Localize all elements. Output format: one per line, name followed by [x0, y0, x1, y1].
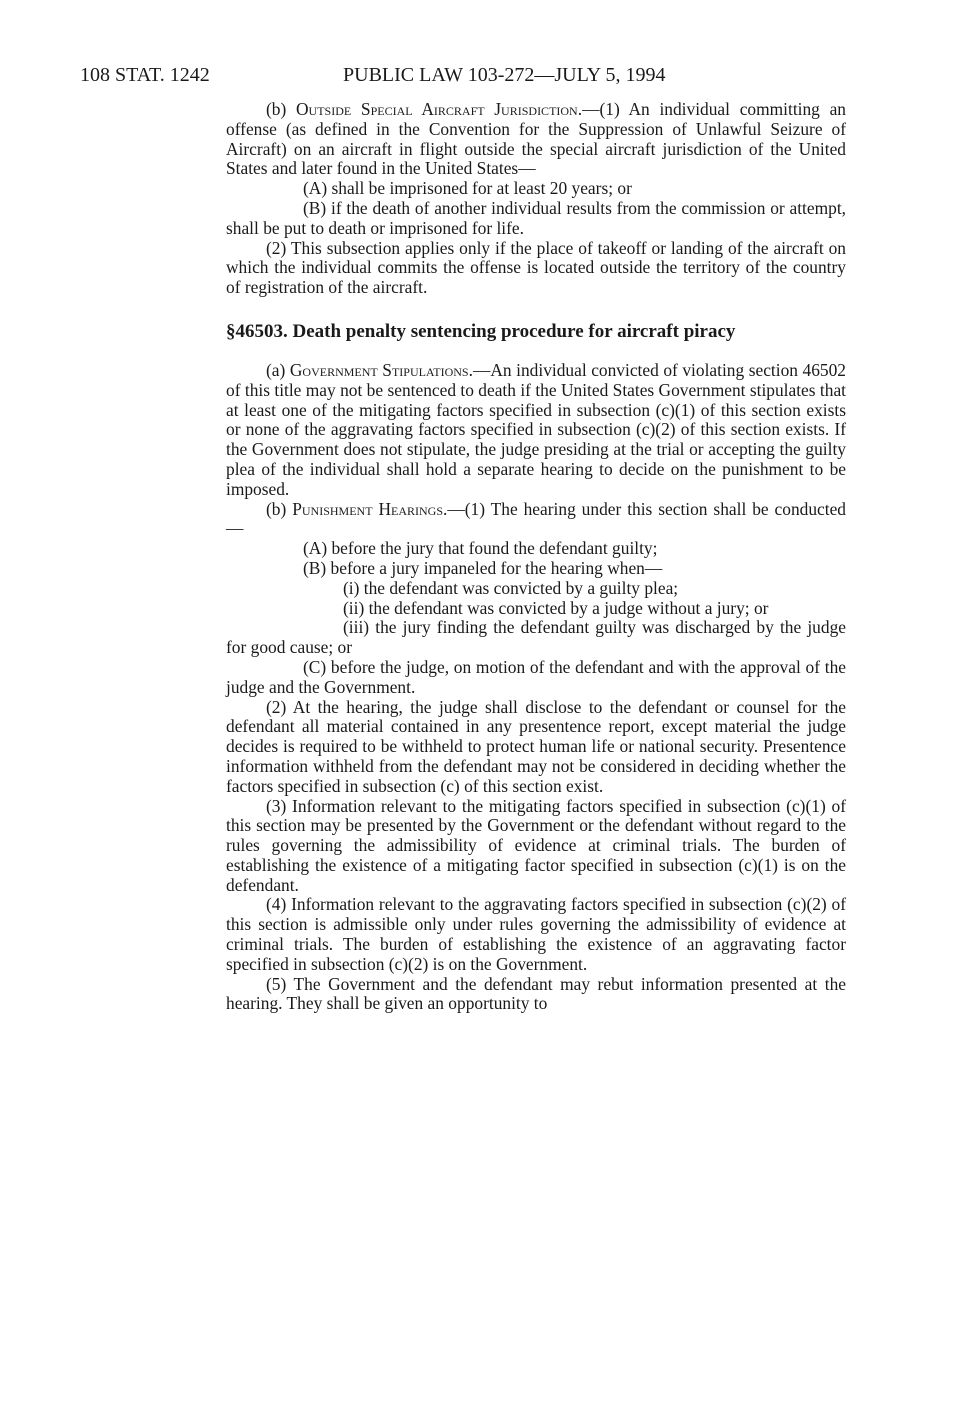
section-heading: §46503. Death penalty sentencing procedure for aircraft piracy [226, 320, 736, 342]
clause-B-ii: (ii) the defendant was convicted by a judge without a jury; or [343, 597, 769, 618]
clause-B: (B) before a jury impaneled for the hearing when— [303, 557, 663, 578]
paragraph-b-5: (5) The Government and the defendant may rebut information presented at the hearing. They shall be given an opportunity to [226, 973, 846, 1014]
clause-b-A: (A) shall be imprisoned for at least 20 years; or [303, 178, 632, 199]
clause-B-i: (i) the defendant was convicted by a guilty plea; [343, 577, 679, 598]
subsection-title: Outside Special Aircraft Jurisdiction [296, 99, 578, 119]
paragraph-b-3: (3) Information relevant to the mitigating factors specified in subsection (c)(1) of this section may be presented by the Government or the defendant without regard to the rules governing the admissibility of evidence at criminal trials. The burden of establishing the existence of a mitigating factor specified in subsection (c)(1) is on the defendant. [226, 795, 846, 895]
label: (a) [266, 359, 290, 380]
statute-page-number: 108 STAT. 1242 [80, 64, 210, 86]
paragraph-b-2-hearing: (2) At the hearing, the judge shall disclose to the defendant or counsel for the defendant all material contained in any presentence report, except material the judge decides is required to be withheld to protect human life or national security. Presentence information withheld from the defendant may not be considered in deciding whether the factors specified in subsection (c) of this section exist. [226, 696, 846, 796]
paragraph-b-4: (4) Information relevant to the aggravating factors specified in subsection (c)(2) of this section is admissible only under rules governing the admissibility of evidence at criminal trials. The burden of establishing the existence of an aggravating factor specified in subsection (c)(2) is on the Government. [226, 894, 846, 974]
running-header: PUBLIC LAW 103-272—JULY 5, 1994 [343, 64, 666, 86]
paragraph-b-1 [226, 100, 846, 179]
clause-b-B: (B) if the death of another individual results from the commission or attempt, shall be put to death or imprisoned for life. [226, 197, 846, 238]
clause-A: (A) before the jury that found the defendant guilty; [303, 538, 658, 559]
paragraph-b-2: (2) This subsection applies only if the place of takeoff or landing of the aircraft on which the individual commits the offense is located outside the territory of the country of registration of the aircraft. [226, 237, 846, 298]
document-body [226, 100, 846, 1014]
paragraph-text: .—(1) An individual committing an offense (as defined in the Convention for the Suppression of Unlawful Seizure of Aircraft) on an aircraft in flight outside the special aircraft jurisdiction of the United States and later found in the United States— [226, 99, 846, 179]
subsection-title: Punishment Hearings [292, 498, 444, 519]
label: (b) [266, 498, 293, 519]
paragraph-b [226, 500, 846, 540]
subsection-title: Government Stipulations [289, 359, 469, 380]
clause-B-iii: (iii) the jury finding the defendant guilty was discharged by the judge for good cause; or [226, 617, 846, 658]
paragraph-text: .—(1) The hearing under this section shall be conducted— [226, 498, 846, 539]
clause-C: (C) before the judge, on motion of the defendant and with the approval of the judge and the Government. [226, 656, 846, 697]
label: (b) [266, 99, 296, 119]
paragraph-text: .—An individual convicted of violating section 46502 of this title may not be sentenced to death if the United States Government stipulates that at least one of the mitigating factors specified in subsection (c)(1) of this section exists or none of the aggravating factors specified in subsection (c)(2) of this section exists. If the Government does not stipulate, the judge presiding at the trial or accepting the guilty plea of the individual shall hold a separate hearing to decide on the punishment to be imposed. [226, 359, 846, 499]
paragraph-a [226, 361, 846, 500]
